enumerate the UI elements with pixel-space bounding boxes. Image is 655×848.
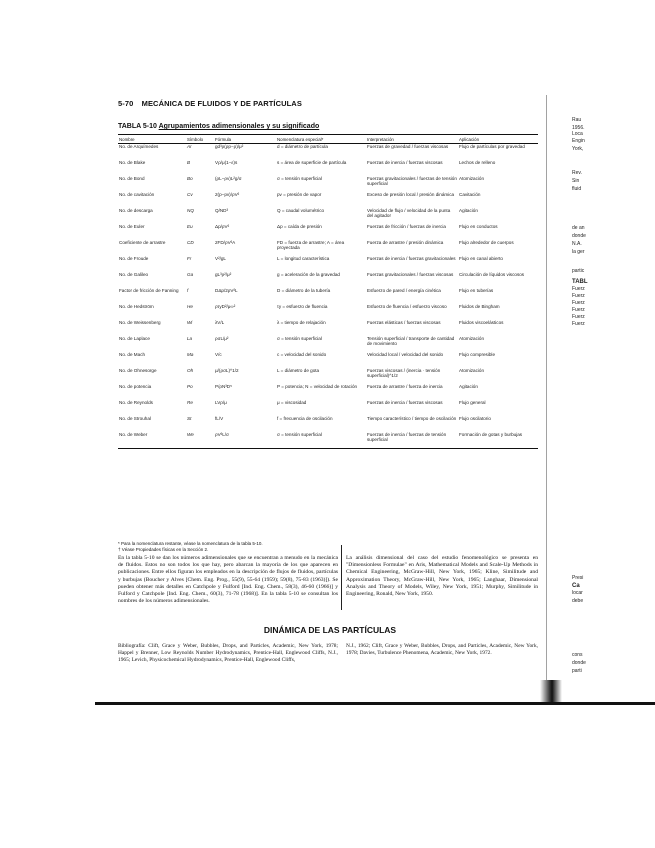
table-row: [118, 320, 538, 336]
cell-formula: V²/gL: [215, 256, 226, 261]
cell-interpretation: Velocidad local / velocidad del sonido: [367, 352, 444, 357]
page-number: 5-70: [118, 99, 134, 108]
cell-formula: μ/(ρσL)^1/2: [215, 368, 239, 373]
cell-nomenclature: L = longitud característica: [277, 256, 330, 261]
next-page-fragment: Fuerz: [572, 293, 585, 299]
cell-name: No. de potencia: [119, 384, 152, 389]
next-page-fragment: TABL: [572, 279, 588, 285]
cell-symbol: La: [187, 336, 193, 341]
cell-name: No. de Weber: [118, 432, 186, 449]
cell-symbol: Ga: [187, 272, 194, 277]
cell-name: No. de Reynolds: [119, 400, 153, 405]
cell-name: No. de Galileo: [119, 272, 149, 277]
next-page-fragment: Fuerz: [572, 307, 585, 313]
cell-nomenclature: τy = esfuerzo de fluencia: [277, 304, 328, 309]
bottom-rule: [95, 702, 655, 705]
next-page-fragment: cons: [572, 652, 583, 658]
cell-name: No. de Hedström: [119, 304, 154, 309]
cell-formula: ρσL/μ²: [215, 336, 229, 341]
next-page-fragment: Ca: [572, 583, 580, 589]
next-page-fragment: parti: [572, 668, 582, 674]
table-row: [118, 384, 538, 400]
next-page-fragment: la ger: [572, 249, 585, 255]
cell-nomenclature: f = frecuencia de oscilación: [277, 416, 333, 421]
cell-application: Flujo oscilatorio: [459, 416, 491, 421]
table-row: [118, 416, 538, 432]
cell-name: No. de cavitación: [119, 192, 155, 197]
cell-symbol: B: [187, 160, 191, 165]
cell-interpretation: Tensión superficial / transporte de cantidad de movimiento: [367, 336, 455, 347]
table-row: [118, 176, 538, 192]
cell-interpretation: Fuerzas de inercia / fuerzas de tensión superficial: [366, 432, 458, 449]
table-row: [118, 144, 538, 161]
cell-interpretation: Fuerzas gravitacionales / fuerzas viscosas: [367, 272, 454, 277]
cell-nomenclature: P = potencia; N = velocidad de rotación: [277, 384, 358, 389]
next-page-fragment: Fuerz: [572, 321, 585, 327]
cell-name: Coeficiente de arrastre: [119, 240, 166, 245]
cell-formula: 2(p−pv)/ρV²: [215, 192, 240, 197]
next-page-fragment: Presi: [572, 575, 584, 581]
next-page-fragment: N.A.: [572, 241, 582, 247]
cell-name: No. de Weissenberg: [119, 320, 161, 325]
cell-application: Flujo en canal abierto: [459, 256, 503, 261]
cell-interpretation: Fuerzas de inercia / fuerzas viscosas: [367, 400, 443, 405]
cell-interpretation: Fuerzas de gravedad / fuerzas viscosas: [367, 144, 449, 149]
next-page-fragment: donde: [572, 660, 586, 666]
footnote: † Véase Propiedades físicas en la Sección 2.: [118, 546, 209, 552]
cell-application: Fluidos de Bingham: [459, 304, 500, 309]
next-page-fragment: partic: [572, 268, 585, 274]
cell-application: Agitación: [459, 384, 478, 389]
table-number: TABLA 5-10: [118, 123, 157, 130]
bibliography-left: Bibliografía: Clift, Grace y Weber, Bubbles, Drops, and Particles, Academic, New York, 1978; Happel y Brenner, Low Reynolds Number Hydrodynamics, Prentice-Hall, Englewood Cliffs, N.J., 1965; Levich, Physicochemical Hydrodynamics, Prentice-Hall, Englewood Cliffs,: [118, 643, 338, 663]
running-header: [118, 99, 302, 108]
cell-nomenclature: σ = tensión superficial: [276, 432, 366, 449]
cell-symbol: He: [187, 304, 193, 309]
next-page-fragment: Fuerz: [572, 300, 585, 306]
cell-name: No. de Strouhal: [119, 416, 151, 421]
cell-name: No. de Arquímedes: [119, 144, 159, 149]
cell-symbol: Eu: [187, 224, 193, 229]
table-header-row: [118, 135, 538, 144]
column-header-symbol: Símbolo: [186, 135, 214, 144]
table-title: Agrupamientos adimensionales y su significado: [158, 123, 320, 130]
cell-application: Flujo en conductos: [459, 224, 498, 229]
cell-interpretation: Tiempo característico / tiempo de oscilación: [367, 416, 457, 421]
gutter-shadow: [546, 95, 547, 685]
cell-nomenclature: σ = tensión superficial: [277, 336, 322, 341]
table-row: [118, 400, 538, 416]
cell-symbol: Ar: [187, 144, 192, 149]
cell-application: Atomización: [459, 336, 485, 341]
cell-formula: Vρ/μ(1−ε)s: [215, 160, 238, 165]
footnote: * Para la nomenclatura restante, véase la nomenclatura de la tabla 5-10.: [118, 541, 263, 546]
table-row: [118, 208, 538, 224]
cell-symbol: CD: [187, 240, 194, 245]
table-row: [118, 256, 538, 272]
cell-name: No. de Blake: [119, 160, 146, 165]
cell-symbol: Fr: [187, 256, 192, 261]
cell-nomenclature: c = velocidad del sonido: [277, 352, 327, 357]
cell-name: No. de Froude: [119, 256, 149, 261]
next-page-fragment: Rev.: [572, 170, 582, 176]
cell-interpretation: Esfuerzo de fluencia / esfuerzo viscoso: [367, 304, 447, 309]
table-row: [118, 336, 538, 352]
cell-application: Cavitación: [459, 192, 481, 197]
cell-name: No. de Euler: [119, 224, 145, 229]
cell-name: No. de Mach: [119, 352, 146, 357]
cell-nomenclature: s = área de superficie de partícula: [277, 160, 347, 165]
cell-nomenclature: λ = tiempo de relajación: [277, 320, 326, 325]
cell-application: Flujo en tuberías: [459, 288, 494, 293]
table-row: [118, 224, 538, 240]
cell-interpretation: Fuerzas gravitacionales / fuerzas de tensión superficial: [367, 176, 457, 187]
table-row: [118, 240, 538, 256]
cell-symbol: Oh: [187, 368, 194, 373]
column-header-nomenclature: Nomenclatura especial*: [276, 135, 366, 144]
cell-symbol: Ma: [187, 352, 194, 357]
cell-application: Flujo compresible: [459, 352, 495, 357]
dimensionless-groups-table: [118, 134, 538, 449]
cell-formula: Q/ND³: [215, 208, 229, 213]
cell-formula: λV/L: [215, 320, 225, 325]
binding-spine: [540, 680, 562, 704]
cell-formula: Δp/ρV²: [215, 224, 230, 229]
cell-formula: fL/V: [215, 416, 224, 421]
column-divider: [341, 545, 342, 610]
table-row: [118, 304, 538, 320]
cell-interpretation: Fuerza de arrastre / presión dinámica: [367, 240, 444, 245]
cell-nomenclature: D = diámetro de la tubería: [277, 288, 331, 293]
cell-formula: V/c: [215, 352, 222, 357]
cell-nomenclature: Δp = caída de presión: [277, 224, 322, 229]
cell-application: Formación de gotas y burbujas: [458, 432, 538, 449]
cell-interpretation: Esfuerzo de pared / energía cinética: [367, 288, 441, 293]
cell-symbol: St: [187, 416, 192, 421]
cell-interpretation: Fuerzas de inercia / fuerzas viscosas: [367, 160, 443, 165]
cell-nomenclature: d = diámetro de partícula: [277, 144, 328, 149]
cell-nomenclature: σ = tensión superficial: [277, 176, 322, 181]
table-row: [118, 288, 538, 304]
next-page-fragment: Rau: [572, 117, 582, 123]
table-footnotes: [118, 541, 343, 552]
cell-symbol: Po: [187, 384, 193, 389]
cell-application: Atomización: [459, 176, 485, 181]
cell-formula: ρV²L/σ: [214, 432, 276, 449]
cell-interpretation: Exceso de presión local / presión dinámica: [367, 192, 455, 197]
cell-formula: 2FD/ρV²A: [215, 240, 236, 245]
cell-interpretation: Fuerzas viscosas / (inercia · tensión superficial)^1/2: [367, 368, 441, 379]
cell-symbol: We: [186, 432, 214, 449]
body-text-left: En la tabla 5-10 se dan los números adimensionales que se encuentran a menudo en la mecánica de fluidos. Estos no son todos los que hay, pero abarcan la mayoría de los que aparecen en publicaciones. Entre ellos figuran los empleados en la descripción de flujos de fluidos, partículas y burbujas (Boucher y Alves [Chem. Eng. Prog., 55(9), 55-64 (1959); 59(8), 75-83 (1963)]). Se pueden obtener más detalles en Catchpole y Fulford [Ind. Eng. Chem., 58(3), 46-60 (1966)] y Fulford y Catchpole [Ind. Eng. Chem., 60(3), 71-78 (1968)]. En la tabla 5-10 se consultan los nombres de los números adimensionales.: [118, 555, 338, 605]
cell-application: Circulación de líquidos viscosos: [459, 272, 525, 277]
cell-application: Lechos de relleno: [459, 160, 496, 165]
cell-formula: gL³ρ²/μ²: [215, 272, 232, 277]
cell-nomenclature: FD = fuerza de arrastre; A = área proyectada: [277, 240, 345, 251]
cell-symbol: Bo: [187, 176, 193, 181]
cell-formula: LVρ/μ: [215, 400, 227, 405]
next-page-fragment: locar: [572, 590, 583, 596]
cell-nomenclature: Q = caudal volumétrico: [277, 208, 325, 213]
table-row: [118, 432, 538, 449]
cell-nomenclature: L = diámetro de gota: [277, 368, 320, 373]
cell-interpretation: Velocidad de flujo / velocidad de la punta del agitador: [367, 208, 451, 219]
next-page-fragment: Engin: [572, 138, 585, 144]
cell-application: Flujo alrededor de cuerpos: [459, 240, 514, 245]
table-body: [118, 144, 538, 449]
cell-nomenclature: g = aceleración de la gravedad: [277, 272, 340, 277]
cell-nomenclature: μ = viscosidad: [277, 400, 307, 405]
next-page-fragment: Sin: [572, 178, 580, 184]
table-row: [118, 368, 538, 384]
next-page-fragment: Fuerz: [572, 286, 585, 292]
cell-name: No. de Ohnesorge: [119, 368, 157, 373]
running-title: MECÁNICA DE FLUIDOS Y DE PARTÍCULAS: [141, 99, 302, 108]
cell-formula: ρτyD²/μ∞²: [215, 304, 236, 309]
cell-formula: DΔp/2ρV²L: [215, 288, 238, 293]
cell-symbol: Wi: [187, 320, 193, 325]
cell-formula: (ρL−ρv)L²g/σ: [215, 176, 242, 181]
table-row: [118, 272, 538, 288]
cell-interpretation: Fuerzas elásticas / fuerzas viscosas: [367, 320, 441, 325]
cell-application: Agitación: [459, 208, 478, 213]
table-row: [118, 192, 538, 208]
cell-name: Factor de fricción de Fanning: [119, 288, 179, 293]
cell-formula: P/ρN³D⁵: [215, 384, 233, 389]
next-page-fragment: York,: [572, 146, 584, 152]
next-page-fragment: fluid: [572, 186, 582, 192]
cell-interpretation: Fuerzas de inercia / fuerzas gravitacionales: [367, 256, 456, 261]
cell-name: No. de Bond: [119, 176, 145, 181]
table-row: [118, 160, 538, 176]
cell-symbol: NQ: [187, 208, 194, 213]
cell-interpretation: Fuerza de arrastre / fuerza de inercia: [367, 384, 443, 389]
next-page-fragment: de an: [572, 225, 585, 231]
cell-application: Atomización: [459, 368, 485, 373]
bibliography-right: N.J., 1962; Clift, Grace y Weber, Bubbles, Drops, and Particles, Academic, New York, 1978; Davies, Turbulence Phenomena, Academic, New York, 1972.: [346, 643, 538, 656]
cell-application: Flujo de partículas por gravedad: [459, 144, 525, 149]
next-page-fragment: donde: [572, 233, 586, 239]
table-row: [118, 352, 538, 368]
cell-application: Fluidos viscoelásticos: [459, 320, 504, 325]
column-header-formula: Fórmula: [214, 135, 276, 144]
table-caption: [118, 123, 319, 130]
cell-symbol: f: [187, 288, 189, 293]
next-page-fragment: 1956.: [572, 125, 585, 131]
cell-nomenclature: pv = presión de vapor: [277, 192, 322, 197]
cell-formula: gd³ρ(ρp−ρ)/μ²: [215, 144, 244, 149]
section-title: DINÁMICA DE LAS PARTÍCULAS: [263, 625, 397, 635]
column-header-interpretation: Interpretación: [366, 135, 458, 144]
column-header-application: Aplicación: [458, 135, 538, 144]
body-text-right: La análisis dimensional del caso del estudio fenomenológico se presenta en "Dimensionless Formulae" en Aris, Mathematical Models and Scale-Up Methods in Chemical Engineering, McGraw-Hill, New York, 1965; Kline, Similitude and Approximation Theory, McGraw-Hill, New York, 1965; Langhaar, Dimensional Analysis and Theory of Models, Wiley, New York, 1951; Murphy, Similitude in Engineering, Ronald, New York, 1950.: [346, 555, 538, 598]
cell-name: No. de descarga: [119, 208, 153, 213]
cell-application: Flujo general: [459, 400, 486, 405]
cell-symbol: Cv: [187, 192, 193, 197]
cell-name: No. de Laplace: [119, 336, 150, 341]
next-page-fragment: Fuerz: [572, 314, 585, 320]
cell-symbol: Re: [187, 400, 193, 405]
cell-interpretation: Fuerzas de fricción / fuerzas de inercia: [367, 224, 446, 229]
next-page-fragment: Loca: [572, 131, 583, 137]
column-header-name: Nombre: [118, 135, 186, 144]
next-page-fragment: debe: [572, 598, 584, 604]
